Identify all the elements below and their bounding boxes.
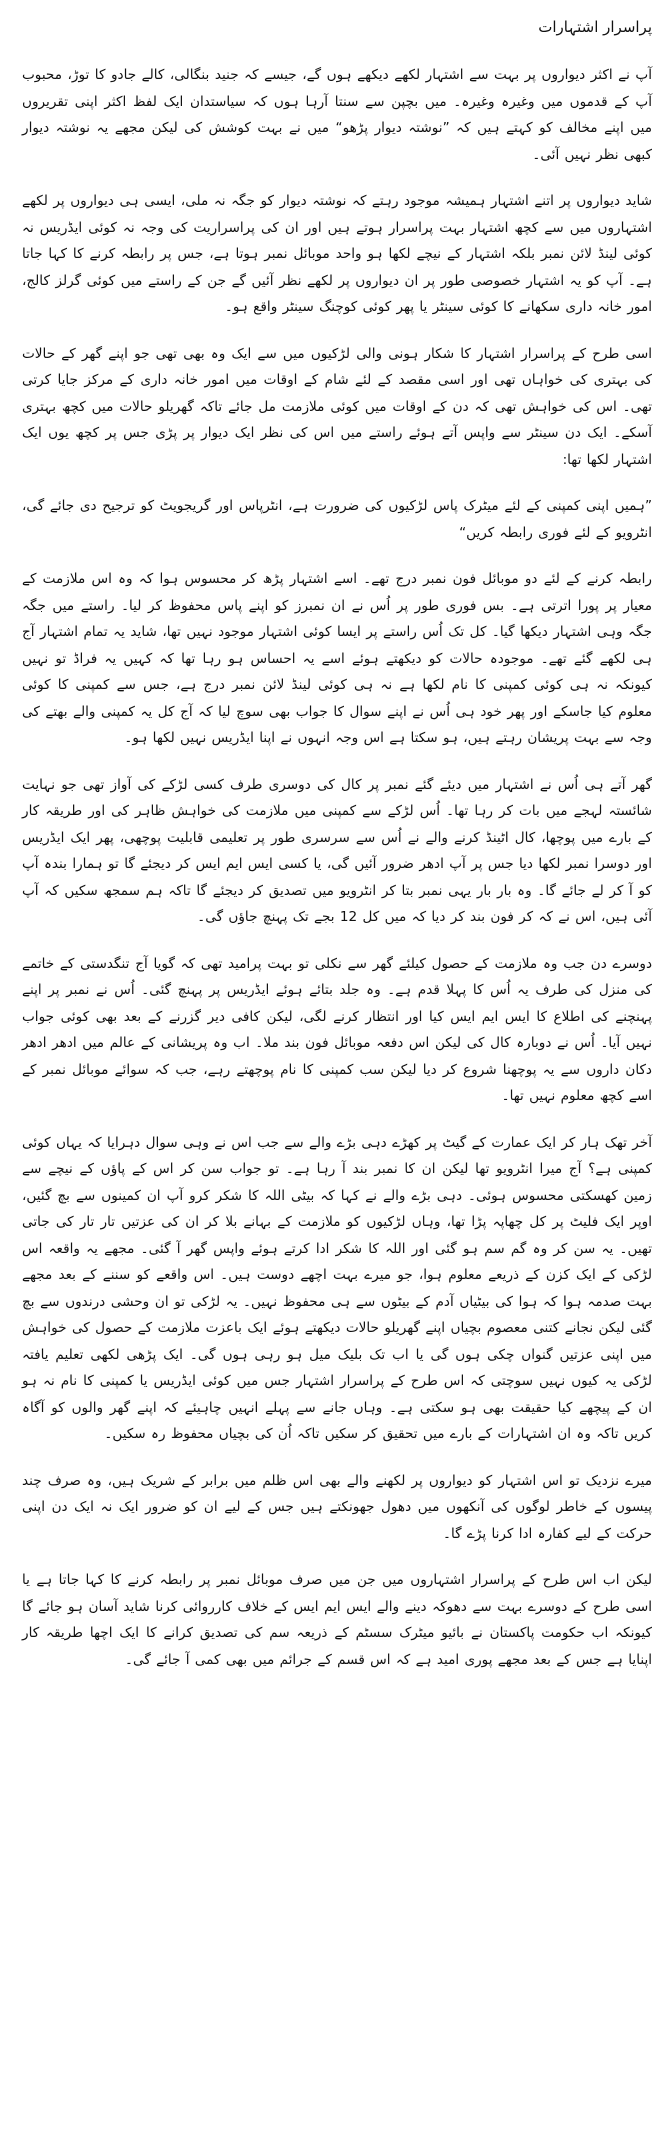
paragraph-intro: آپ نے اکثر دیواروں پر بہت سے اشتہار لکھے دیکھے ہوں گے، جیسے کہ جنید بنگالی، کالے جادو کا توڑ، محبوب آپ کے قدموں میں وغیرہ وغیرہ۔ میں بچپن سے سنتا آرہا ہوں کہ سیاستدان ایک لفظ اکثر اپنی تقریروں میں اپنے مخالف کو کہتے ہیں کہ ”نوشتہ دیوار پڑھو“ میں نے بہت کوشش کی لیکن مجھے یہ نوشتہ دیوار کبھی نظر نہیں آئی۔ [22,67,653,163]
article-title: پراسرار اشتہارات [538,18,652,36]
article [22,14,652,1693]
paragraph-building: آخر تھک ہار کر ایک عمارت کے گیٹ پر کھڑے دہی بڑے والے سے جب اس نے وہی سوال دہرایا کہ یہاں کوئی کمپنی ہے؟ آج میرا انٹرویو تھا لیکن ان کا نمبر بند آ رہا ہے۔ تو جواب سن کر اس کے پاؤں کے نیچے سے زمین کھسکتی محسوس ہوئی۔ دہی بڑے والے نے کہا کہ بیٹی اللہ کا شکر کرو آپ ان کمینوں سے بچ گئیں، اوپر ایک فلیٹ پر کل چھاپہ پڑا تھا، وہاں لڑکیوں کو ملازمت کے بہانے بلا کر ان کی عزتیں تار تار کی جاتی تھیں۔ یہ سن کر وہ گم سم ہو گئی اور اللہ کا شکر ادا کرتے ہوئے واپس گھر آ گئی۔ مجھے یہ واقعہ اس لڑکی کے ایک کزن کے ذریعے معلوم ہوا، جو میرے بہت اچھے دوست ہیں۔ اس واقعے کو سننے کے بعد مجھے بہت صدمہ ہوا کہ ہوا کی بیٹیاں آدم کے بیٹوں سے ہی محفوظ نہیں۔ یہ لڑکی تو ان وحشی درندوں سے بچ گئی لیکن نجانے کتنی معصوم بچیاں اپنے گھریلو حالات دیکھتے ہوئے ایک باعزت ملازمت کے حصول کی خواہش میں اپنی عزتیں گنواں چکی ہوں گی یا اب تک بلیک میل ہو رہی ہوں گی۔ ایک پڑھی لکھی تعلیم یافتہ لڑکی یہ کیوں نہیں سوچتی کہ اس طرح کے پراسرار اشتہار جس میں کوئی ایڈریس یا کمپنی کا نام نہ ہو ان کے پیچھے کیا حقیقت بھی ہو سکتی ہے۔ وہاں جانے سے پہلے انہیں چاہیئے کہ اپنے گھر والوں کو آگاہ کریں تاکہ وہ ان اشتہارات کے بارے میں تحقیق کر سکیں تاکہ اُن کی بچیاں محفوظ رہ سکیں۔ [22,1134,652,1442]
paragraph-conclusion: لیکن اب اس طرح کے پراسرار اشتہاروں میں جن میں صرف موبائل نمبر پر رابطہ کرنے کا کہا جاتا ہے یا اسی طرح کے دوسرے بہت سے دھوکہ دینے والے ایس ایم ایس کے خلاف کارروائی کرنا شاید آسان ہو جائے گا کیونکہ اب حکومت پاکستان نے بائیو میٹرک سسٹم کے ذریعہ سم کی تصدیق کرانے کا ایک اچھا طریقہ کار اپنایا ہے جس کے بعد مجھے پوری امید ہے کہ اس قسم کے جرائم میں بھی کمی آ جائے گی۔ [22,1572,652,1668]
paragraph-writers: میرے نزدیک تو اس اشتہار کو دیواروں پر لکھنے والے بھی اس ظلم میں برابر کے شریک ہیں، وہ صرف چند پیسوں کے خاطر لوگوں کی آنکھوں میں دھول جھونکتے ہیں جس کے لیے ان کو ضرور ایک نہ ایک دن اپنی حرکت کے لیے کفارہ ادا کرنا پڑے گا۔ [22,1472,652,1542]
paragraph-phone-call: گھر آتے ہی اُس نے اشتہار میں دیئے گئے نمبر پر کال کی دوسری طرف کسی لڑکے کی آواز تھی جو نہایت شائستہ لہجے میں بات کر رہا تھا۔ اُس لڑکے سے کمپنی میں ملازمت کی خواہش ظاہر کی اور طریقہ کار کے بارے میں پوچھا، کال اٹینڈ کرنے والے نے اُس سے سرسری طور پر تعلیمی قابلیت پوچھی، پھر ایک ایڈریس اور دوسرا نمبر لکھا دیا جس پر آپ ادھر ضرور آئیں گی، یا کسی ایس ایم ایس کر دیجئے گا تو ہمارا بندہ آپ کو آ کر لے جائے گا۔ وہ بار بار یہی نمبر بتا کر انٹرویو میں تصدیق کر دیجئے گا تاکہ ہم سمجھ سکیں کہ آپ آئی ہیں، اس نے کہ کر فون بند کر دیا کہ میں کل 12 بجے تک پہنچ جاؤں گی۔ [22,776,652,925]
paragraph-contact-numbers: رابطہ کرنے کے لئے دو موبائل فون نمبر درج تھے۔ اسے اشتہار پڑھ کر محسوس ہوا کہ وہ اس ملازمت کے معیار پر پورا اترتی ہے۔ بس فوری طور پر اُس نے ان نمبرز کو اپنے پاس محفوظ کر لیا۔ راستے میں جگہ جگہ وہی اشتہار دیکھا گیا۔ کل تک اُس راستے پر ایسا کوئی اشتہار موجود نہیں تھا، شاید یہ تمام اشتہار آج ہی لکھے گئے تھے۔ موجودہ حالات کو دیکھتے ہوئے اسے یہ احساس ہو رہا تھا کہ کہیں یہ فراڈ تو نہیں کیونکہ نہ ہی کوئی کمپنی کا نام لکھا ہے نہ ہی کوئی لینڈ لائن نمبر درج ہے، جس سے کمپنی کا کوئی معلوم کیا جاسکے اور پھر خود ہی اُس نے اپنے سوال کا جواب بھی سوچ لیا کہ آج کل یہ کمپنی والے بھتے کی وجہ سے بہت پریشان رہتے ہیں، ہو سکتا ہے اس وجہ انہوں نے اپنا ایڈریس نہیں لکھا ہو۔ [22,571,652,746]
paragraph-girl: اسی طرح کے پراسرار اشتہار کا شکار ہونی والی لڑکیوں میں سے ایک وہ بھی تھی جو اپنے گھر کے حالات کی بہتری کی خواہاں تھی اور اسی مقصد کے لئے شام کے اوقات میں امور خانہ داری کے مرکز جایا کرتی تھی۔ اس کی خواہش تھی کہ دن کے اوقات میں کوئی ملازمت مل جائے تاکہ گھریلو حالات میں کچھ بہتری آسکے۔ ایک دن سینٹر سے واپس آتے ہوئے راستے میں اس کی نظر ایک دیوار پر پڑی جس پر کچھ یوں ایک اشتہار لکھا تھا: [22,345,652,468]
paragraph-next-day: دوسرے دن جب وہ ملازمت کے حصول کیلئے گھر سے نکلی تو بہت پرامید تھی کہ گویا آج تنگدستی کے خاتمے کی منزل کی طرف یہ اُس کا پہلا قدم ہے۔ وہ جلد بتائے ہوئے ایڈریس پر پہنچ گئی۔ اُس نے نمبر پر اپنے پہنچنے کی اطلاع کا ایس ایم ایس کیا اور انتظار کرنے لگی، لیکن کافی دیر گزرنے کے بعد بھی کوئی جواب نہیں آیا۔ اُس نے دوبارہ کال کی لیکن اس دفعہ موبائل فون بند ملا۔ اب وہ پریشانی کے عالم میں ادھر ادھر دکان داروں سے یہ پوچھنا شروع کر دیا لیکن سب کمپنی کا نام پوچھتے رہے، جب کہ سوائے موبائل نمبر کے اسے کچھ معلوم نہیں تھا۔ [22,955,652,1104]
paragraph-ad-quote: ”ہمیں اپنی کمپنی کے لئے میٹرک پاس لڑکیوں کی ضرورت ہے، انٹرپاس اور گریجویٹ کو ترجیح دی جائے گی، انٹرویو کے لئے فوری رابطہ کریں“ [22,498,652,541]
paragraph-walls: شاید دیواروں پر اتنے اشتہار ہمیشہ موجود رہتے کہ نوشتہ دیوار کو جگہ نہ ملی، ایسی ہی دیواروں پر لکھے اشتہاروں میں سے کچھ اشتہار بہت پراسرار ہوتے ہیں اور ان کی پراسراریت کی وجہ نہ کوئی ایڈریس نہ کوئی لینڈ لائن نمبر بلکہ اشتہار کے نیچے لکھا ہو واحد موبائل نمبر ہوتا ہے، جس پر رابطہ کرنے کا کہا جاتا ہے۔ آپ کو یہ اشتہار خصوصی طور پر ان دیواروں پر لکھے نظر آئیں گے جن کے راستے میں کوئی گرلز کالج، امور خانہ داری سکھانے کا کوئی سینٹر یا پھر کوئی کوچنگ سینٹر واقع ہو۔ [22,193,652,315]
